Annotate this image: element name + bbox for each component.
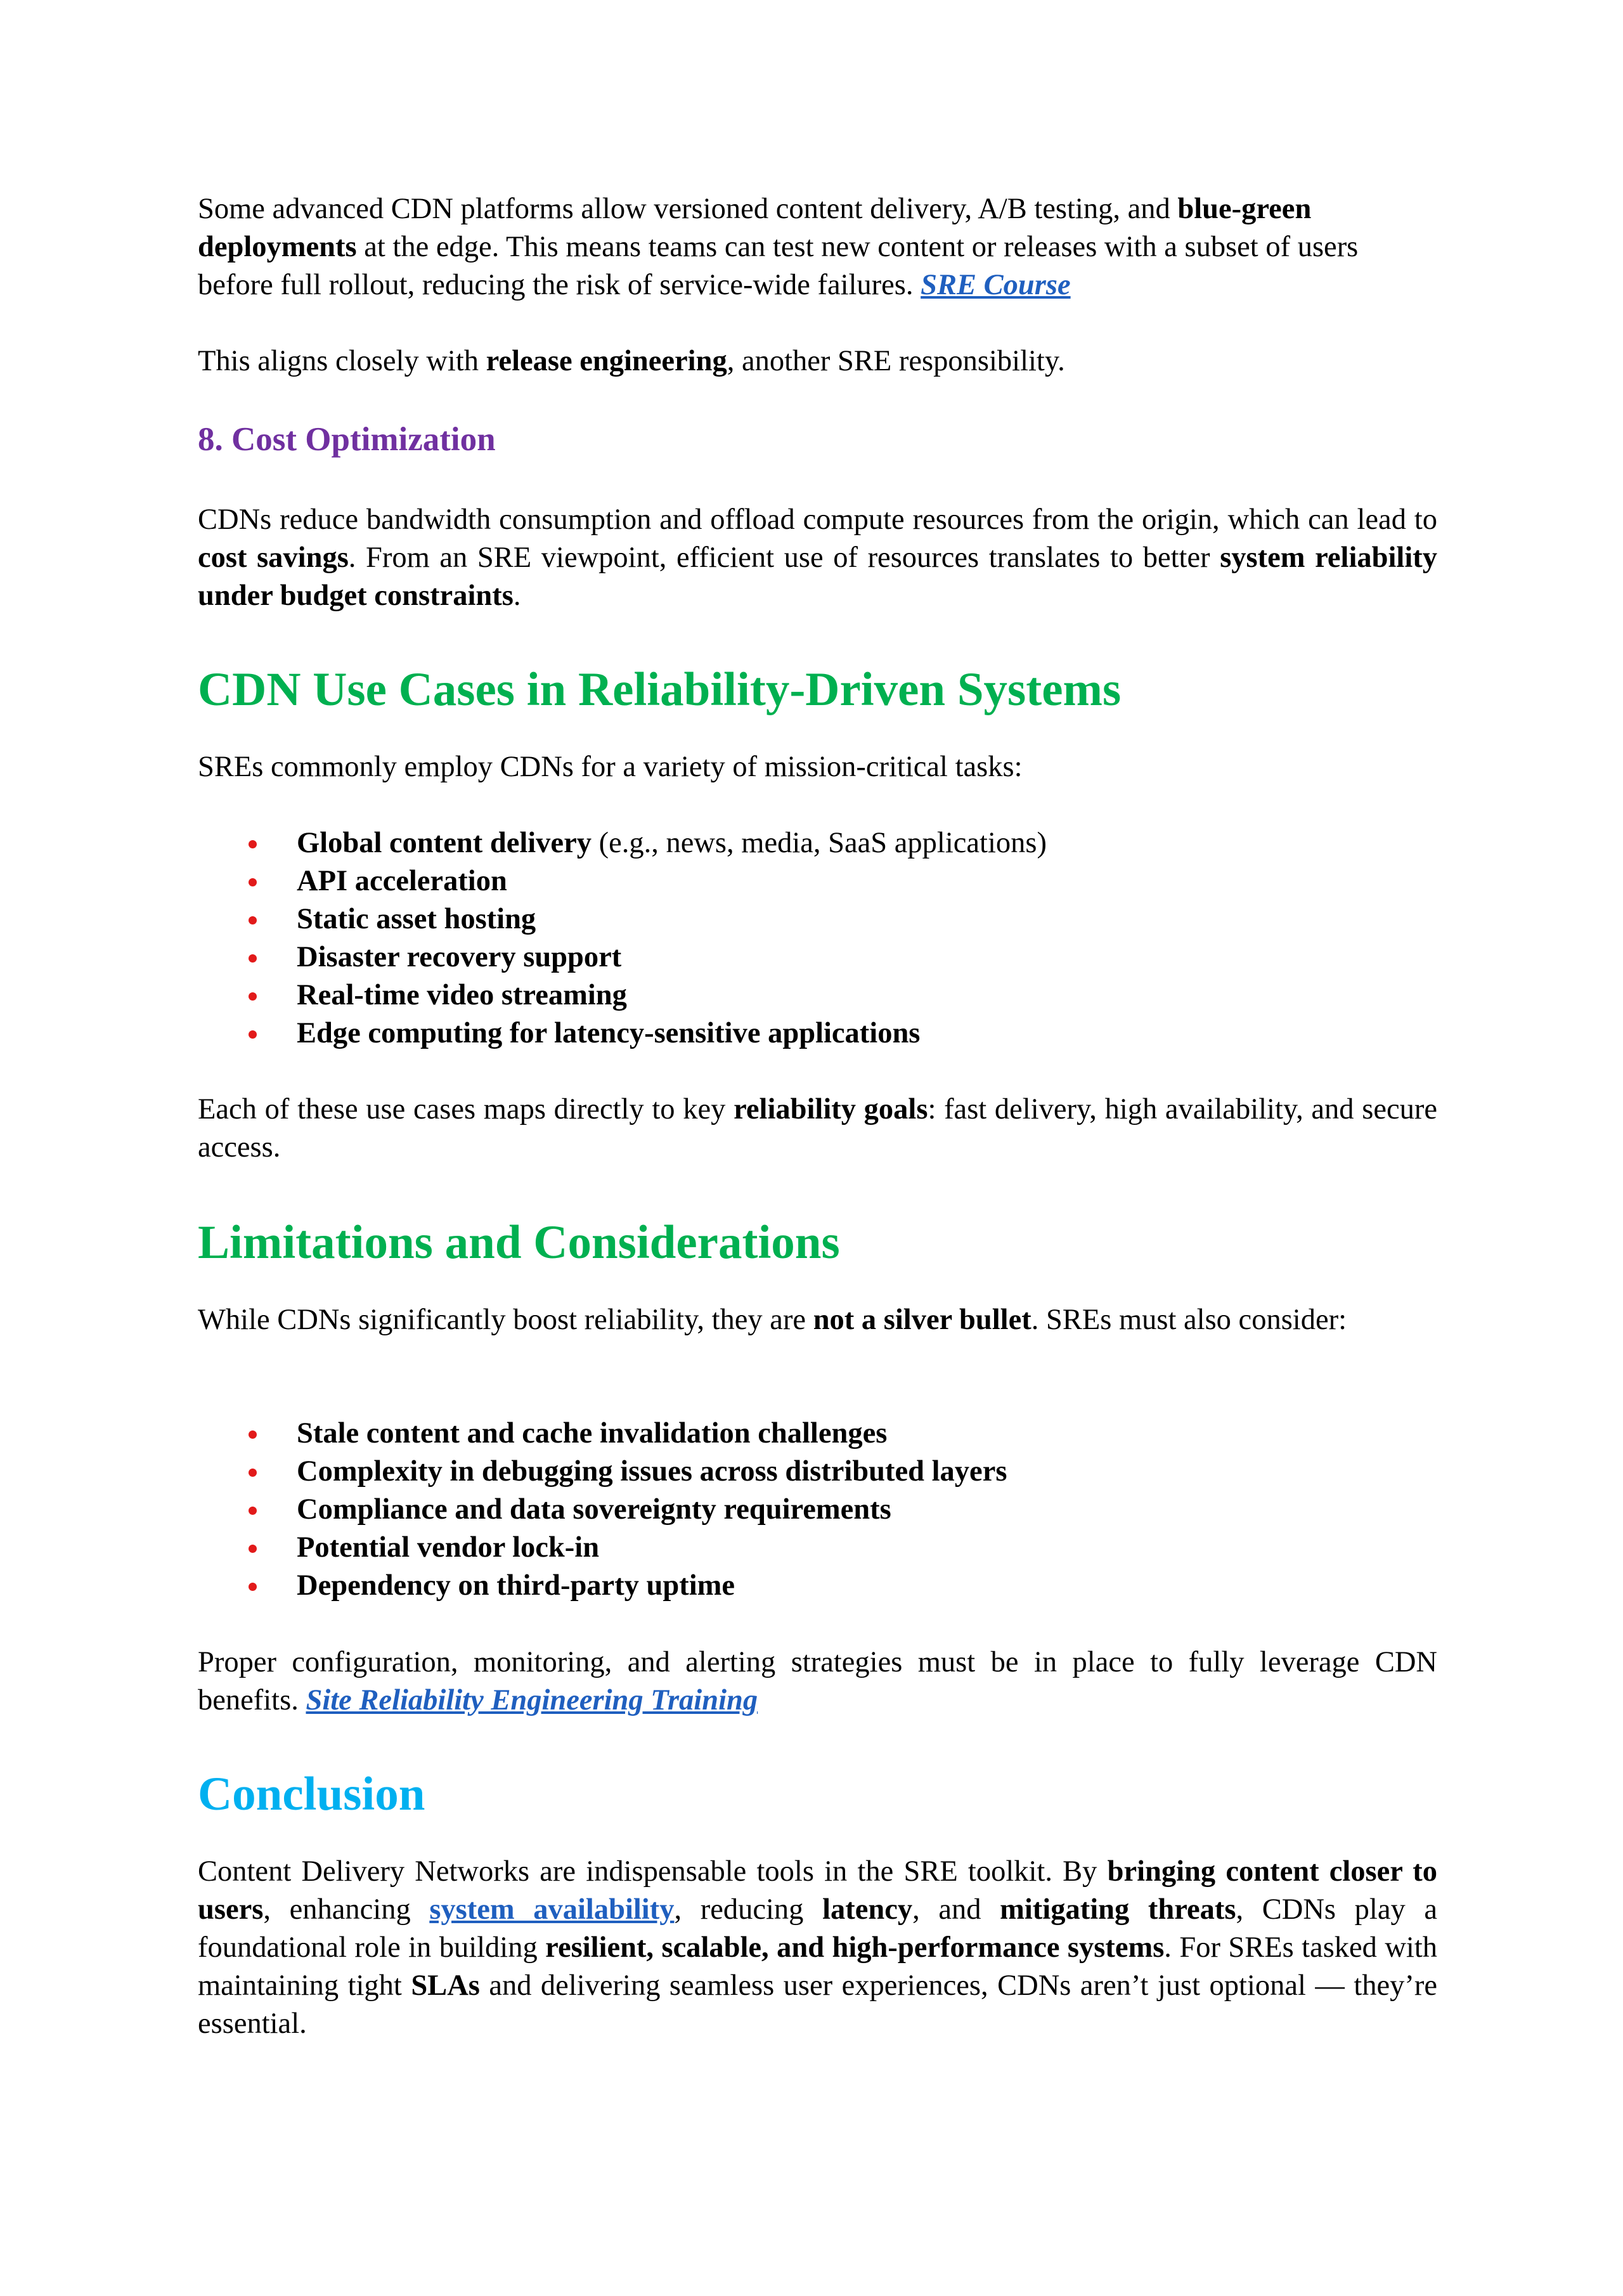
text: , CDNs play a foundational role in building: [198, 1893, 1437, 1964]
bold-text: cost savings: [198, 542, 349, 574]
bold-text: resilient, scalable, and high-performance systems: [545, 1931, 1165, 1964]
text: and delivering seamless user experiences, CDNs aren’t just optional — they’re essential.: [198, 1969, 1438, 2040]
heading-limitations: Limitations and Considerations: [198, 1216, 840, 1269]
text: , enhancing: [263, 1893, 430, 1926]
list-item: [198, 1567, 1437, 1605]
bold-text: blue-green deployments: [198, 193, 1312, 263]
text: . From an SRE viewpoint, efficient use of resources translates to better: [348, 542, 1220, 574]
list-item: [198, 1015, 1437, 1053]
text: .: [513, 580, 521, 612]
bullet-icon: [249, 1507, 257, 1515]
bullet-icon: [249, 916, 257, 924]
bold-text: latency: [822, 1893, 913, 1926]
list-item: [198, 1415, 1437, 1453]
paragraph-use-cases-intro: SREs commonly employ CDNs for a variety of mission-critical tasks:: [198, 751, 1023, 783]
paragraph-edge-deployments: [198, 190, 1437, 304]
bullet-icon: [249, 992, 257, 1001]
list-item-label: Compliance and data sovereignty requirements: [297, 1493, 891, 1526]
text: This aligns closely with: [198, 345, 486, 377]
bold-text: system reliability under budget constraints: [198, 542, 1437, 612]
text: at the edge. This means teams can test new content or releases with a subset of users before full rollout, reducing the risk of service-wide failures.: [198, 231, 1359, 301]
bold-text: bringing content closer to users: [198, 1855, 1437, 1926]
list-item-label: Disaster recovery support: [297, 941, 622, 973]
text: Proper configuration, monitoring, and alerting strategies must be in place to fully leverage CDN benefits.: [198, 1646, 1437, 1716]
paragraph-proper-configuration: [198, 1644, 1437, 1720]
list-item: [198, 1453, 1437, 1491]
text: : fast delivery, high availability, and secure access.: [198, 1093, 1438, 1164]
bold-text: Global content delivery: [297, 827, 592, 859]
heading-cdn-use-cases: CDN Use Cases in Reliability-Driven Systems: [198, 663, 1122, 716]
list-item-label: Potential vendor lock-in: [297, 1531, 600, 1564]
system-availability-link[interactable]: system availability: [429, 1893, 675, 1926]
paragraph-not-silver-bullet: [198, 1301, 1437, 1339]
list-item: [198, 1529, 1437, 1567]
list-item-label: Static asset hosting: [297, 903, 536, 935]
list-item-label: Edge computing for latency-sensitive applications: [297, 1017, 921, 1049]
heading-conclusion: Conclusion: [198, 1768, 425, 1820]
paragraph-cost-savings: [198, 501, 1437, 615]
list-item: [198, 1491, 1437, 1529]
text: , and: [912, 1893, 1000, 1926]
text: . SREs must also consider:: [1031, 1304, 1347, 1336]
bold-text: reliability goals: [734, 1093, 928, 1125]
bullet-icon: [249, 1583, 257, 1591]
bullet-icon: [249, 954, 257, 963]
paragraph-release-engineering: [198, 342, 1065, 380]
bullet-icon: [249, 1469, 257, 1477]
list-item-label: Complexity in debugging issues across distributed layers: [297, 1455, 1007, 1488]
text: Content Delivery Networks are indispensable tools in the SRE toolkit. By: [198, 1855, 1108, 1888]
use-cases-list: [198, 824, 1437, 1053]
list-item: [198, 938, 1437, 976]
bold-text: not a silver bullet: [813, 1304, 1031, 1336]
paragraph-conclusion: [198, 1853, 1437, 2043]
bullet-icon: [249, 1430, 257, 1439]
text: Each of these use cases maps directly to key: [198, 1093, 734, 1125]
list-item-label: Dependency on third-party uptime: [297, 1569, 735, 1602]
list-item-label: API acceleration: [297, 865, 507, 897]
text: , reducing: [674, 1893, 823, 1926]
text: While CDNs significantly boost reliability, they are: [198, 1304, 813, 1336]
sre-training-link[interactable]: Site Reliability Engineering Training: [306, 1684, 758, 1716]
bullet-icon: [249, 840, 257, 848]
bullet-icon: [249, 1030, 257, 1039]
limitations-list: [198, 1415, 1437, 1605]
bold-text: SLAs: [411, 1969, 480, 2002]
paragraph-reliability-goals: [198, 1091, 1437, 1167]
bold-text: mitigating threats: [1000, 1893, 1236, 1926]
text: , another SRE responsibility.: [727, 345, 1065, 377]
list-item: [198, 824, 1437, 862]
list-item-label: Real-time video streaming: [297, 979, 627, 1011]
text: . For SREs tasked with maintaining tight: [198, 1931, 1438, 2002]
sre-course-link[interactable]: SRE Course: [921, 269, 1071, 301]
list-item: [198, 976, 1437, 1015]
list-item-label: Stale content and cache invalidation challenges: [297, 1417, 888, 1450]
text: (e.g., news, media, SaaS applications): [591, 827, 1047, 859]
heading-cost-optimization: 8. Cost Optimization: [198, 421, 496, 458]
bullet-icon: [249, 1545, 257, 1553]
list-item: [198, 900, 1437, 938]
bullet-icon: [249, 878, 257, 886]
list-item: [198, 862, 1437, 900]
text: CDNs reduce bandwidth consumption and offload compute resources from the origin, which can lead to: [198, 503, 1437, 536]
text: Some advanced CDN platforms allow versioned content delivery, A/B testing, and: [198, 193, 1178, 225]
bold-text: release engineering: [486, 345, 727, 377]
